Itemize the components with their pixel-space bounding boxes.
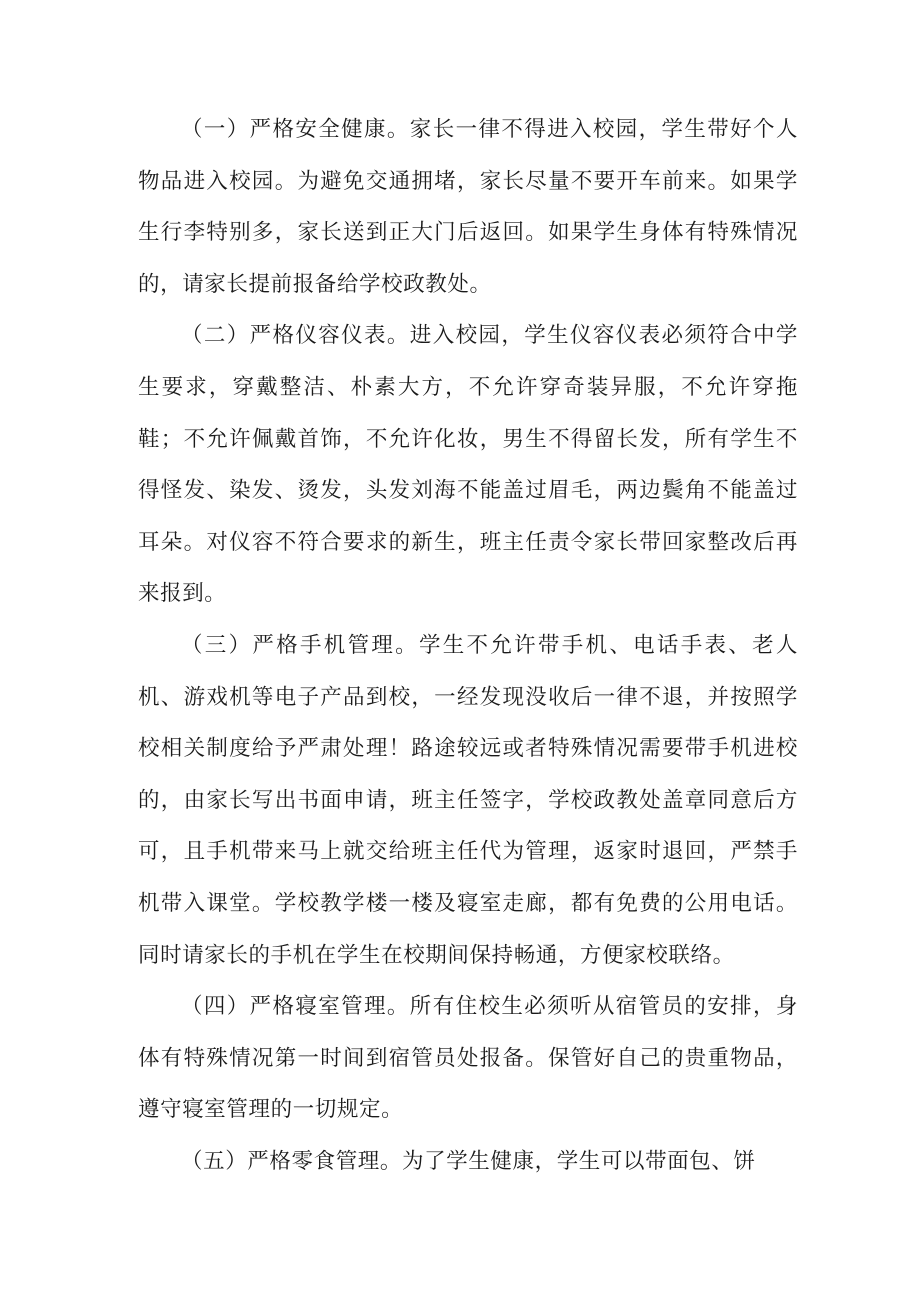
paragraph-safety-health: （一）严格安全健康。家长一律不得进入校园，学生带好个人物品进入校园。为避免交通拥堵，家长尽量不要开车前来。如果学生行李特别多，家长送到正大门后返回。如果学生身体有特殊情况的，请家长提前报备给学校政教处。: [138, 117, 798, 297]
paragraph-phone-management: （三）严格手机管理。学生不允许带手机、电话手表、老人机、游戏机等电子产品到校，一经发现没收后一律不退，并按照学校相关制度给予严肃处理！路途较远或者特殊情况需要带手机进校的，由家长写出书面申请，班主任签字，学校政教处盖章同意后方可，且手机带来马上就交给班主任代为管理，返家时退回，严禁手机带入课堂。学校教学楼一楼及寝室走廊，都有免费的公用电话。同时请家长的手机在学生在校期间保持畅通，方便家校联络。: [138, 632, 798, 968]
document-body: [138, 104, 798, 1187]
paragraph-dormitory-management: （四）严格寝室管理。所有住校生必须听从宿管员的安排，身体有特殊情况第一时间到宿管员处报备。保管好自己的贵重物品，遵守寝室管理的一切规定。: [138, 994, 798, 1123]
paragraph-appearance: （二）严格仪容仪表。进入校园，学生仪容仪表必须符合中学生要求，穿戴整洁、朴素大方，不允许穿奇装异服，不允许穿拖鞋；不允许佩戴首饰，不允许化妆，男生不得留长发，所有学生不得怪发、染发、烫发，头发刘海不能盖过眉毛，两边鬓角不能盖过耳朵。对仪容不符合要求的新生，班主任责令家长带回家整改后再来报到。: [138, 323, 798, 607]
paragraph-snack-management: （五）严格零食管理。为了学生健康，学生可以带面包、饼: [181, 1148, 756, 1174]
